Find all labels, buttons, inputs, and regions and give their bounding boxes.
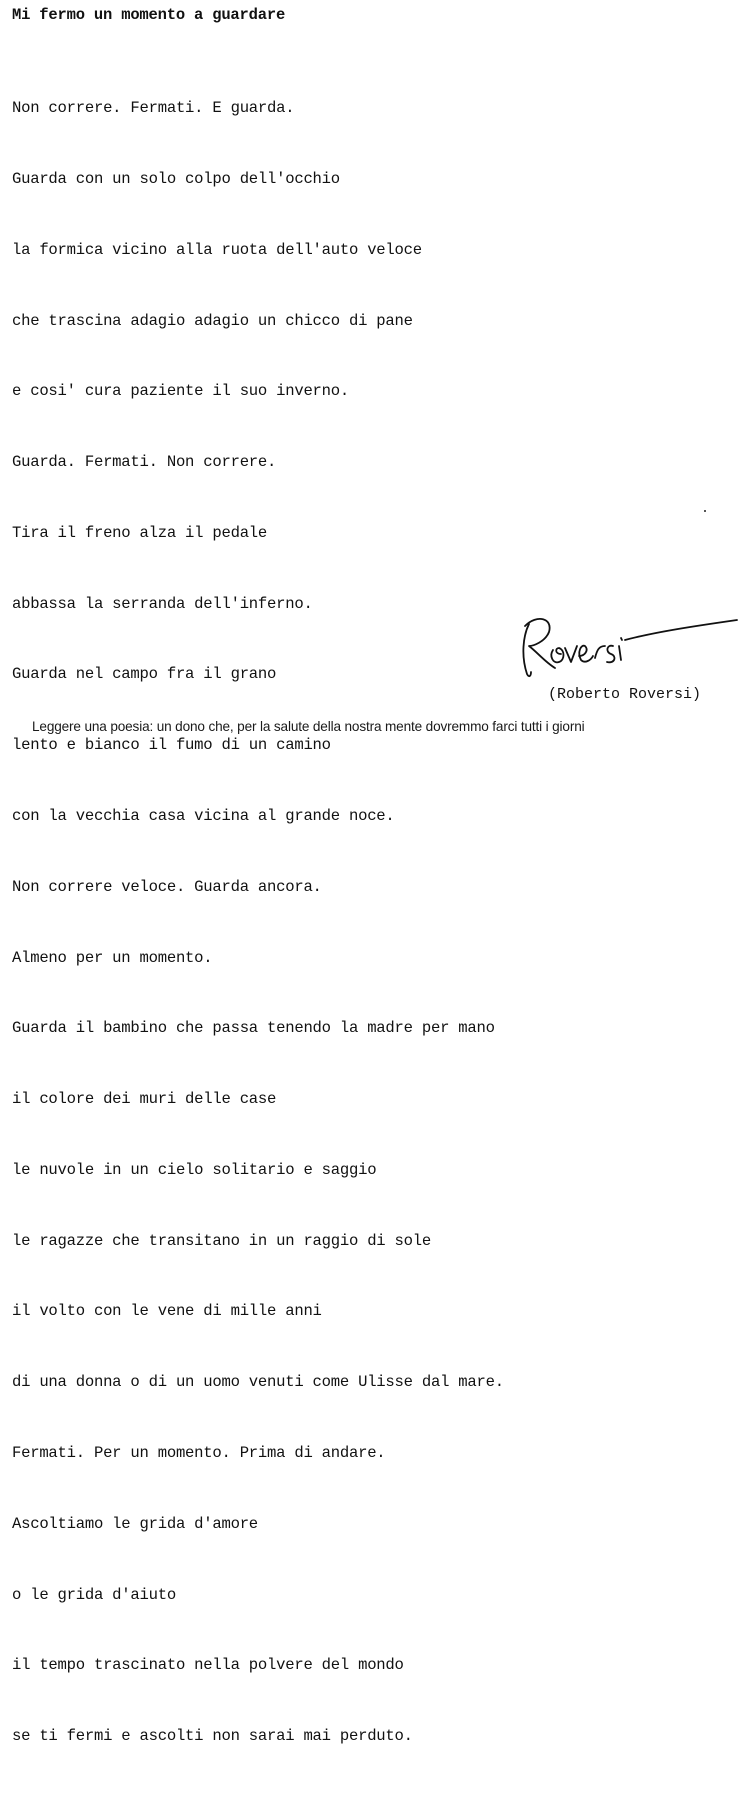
poem-line: la formica vicino alla ruota dell'auto veloce: [12, 240, 422, 259]
handwritten-signature: [515, 606, 740, 686]
poem-line: lento e bianco il fumo di un camino: [12, 736, 331, 755]
poem-line: il volto con le vene di mille anni: [12, 1302, 322, 1321]
author-credit: (Roberto Roversi): [548, 686, 702, 703]
poem-line: con la vecchia casa vicina al grande noce.: [12, 807, 395, 825]
poem-line: il tempo trascinato nella polvere del mondo: [12, 1656, 404, 1675]
poem-line: le ragazze che transitano in un raggio di sole: [12, 1231, 431, 1250]
poem-line: abbassa la serranda dell'inferno.: [12, 594, 313, 613]
footer-caption: Leggere una poesia: un dono che, per la salute della nostra mente dovremmo farci tutti i giorni: [32, 719, 585, 734]
poem-line: Guarda il bambino che passa tenendo la madre per mano: [12, 1019, 495, 1038]
poem-body: [12, 50, 504, 1796]
poem-line: e cosi' cura paziente il suo inverno.: [12, 382, 349, 401]
poem-line: le nuvole in un cielo solitario e saggio: [12, 1160, 377, 1179]
poem-line: se ti fermi e ascolti non sarai mai perduto.: [12, 1727, 413, 1746]
poem-line: Almeno per un momento.: [12, 948, 213, 967]
poem-line: di una donna o di un uomo venuti come Ulisse dal mare.: [12, 1373, 504, 1392]
poem-line: Guarda. Fermati. Non correre.: [12, 453, 277, 472]
poem-line: o le grida d'aiuto: [12, 1585, 176, 1604]
poem-line: Tira il freno alza il pedale: [12, 523, 268, 542]
poem-line: Guarda nel campo fra il grano: [12, 665, 277, 684]
poem-line: Guarda con un solo colpo dell'occhio: [12, 169, 340, 188]
poem-line: Ascoltiamo le grida d'amore: [12, 1514, 258, 1533]
poem-line: che trascina adagio adagio un chicco di pane: [12, 311, 413, 330]
poem-line: Non correre veloce. Guarda ancora.: [12, 877, 322, 896]
poem-title: Mi fermo un momento a guardare: [12, 6, 286, 24]
poem-line: Non correre. Fermati. E guarda.: [12, 99, 295, 118]
poem-line: Fermati. Per un momento. Prima di andare.: [12, 1444, 386, 1463]
scan-speck: [704, 510, 706, 512]
poem-line: il colore dei muri delle case: [12, 1090, 277, 1109]
